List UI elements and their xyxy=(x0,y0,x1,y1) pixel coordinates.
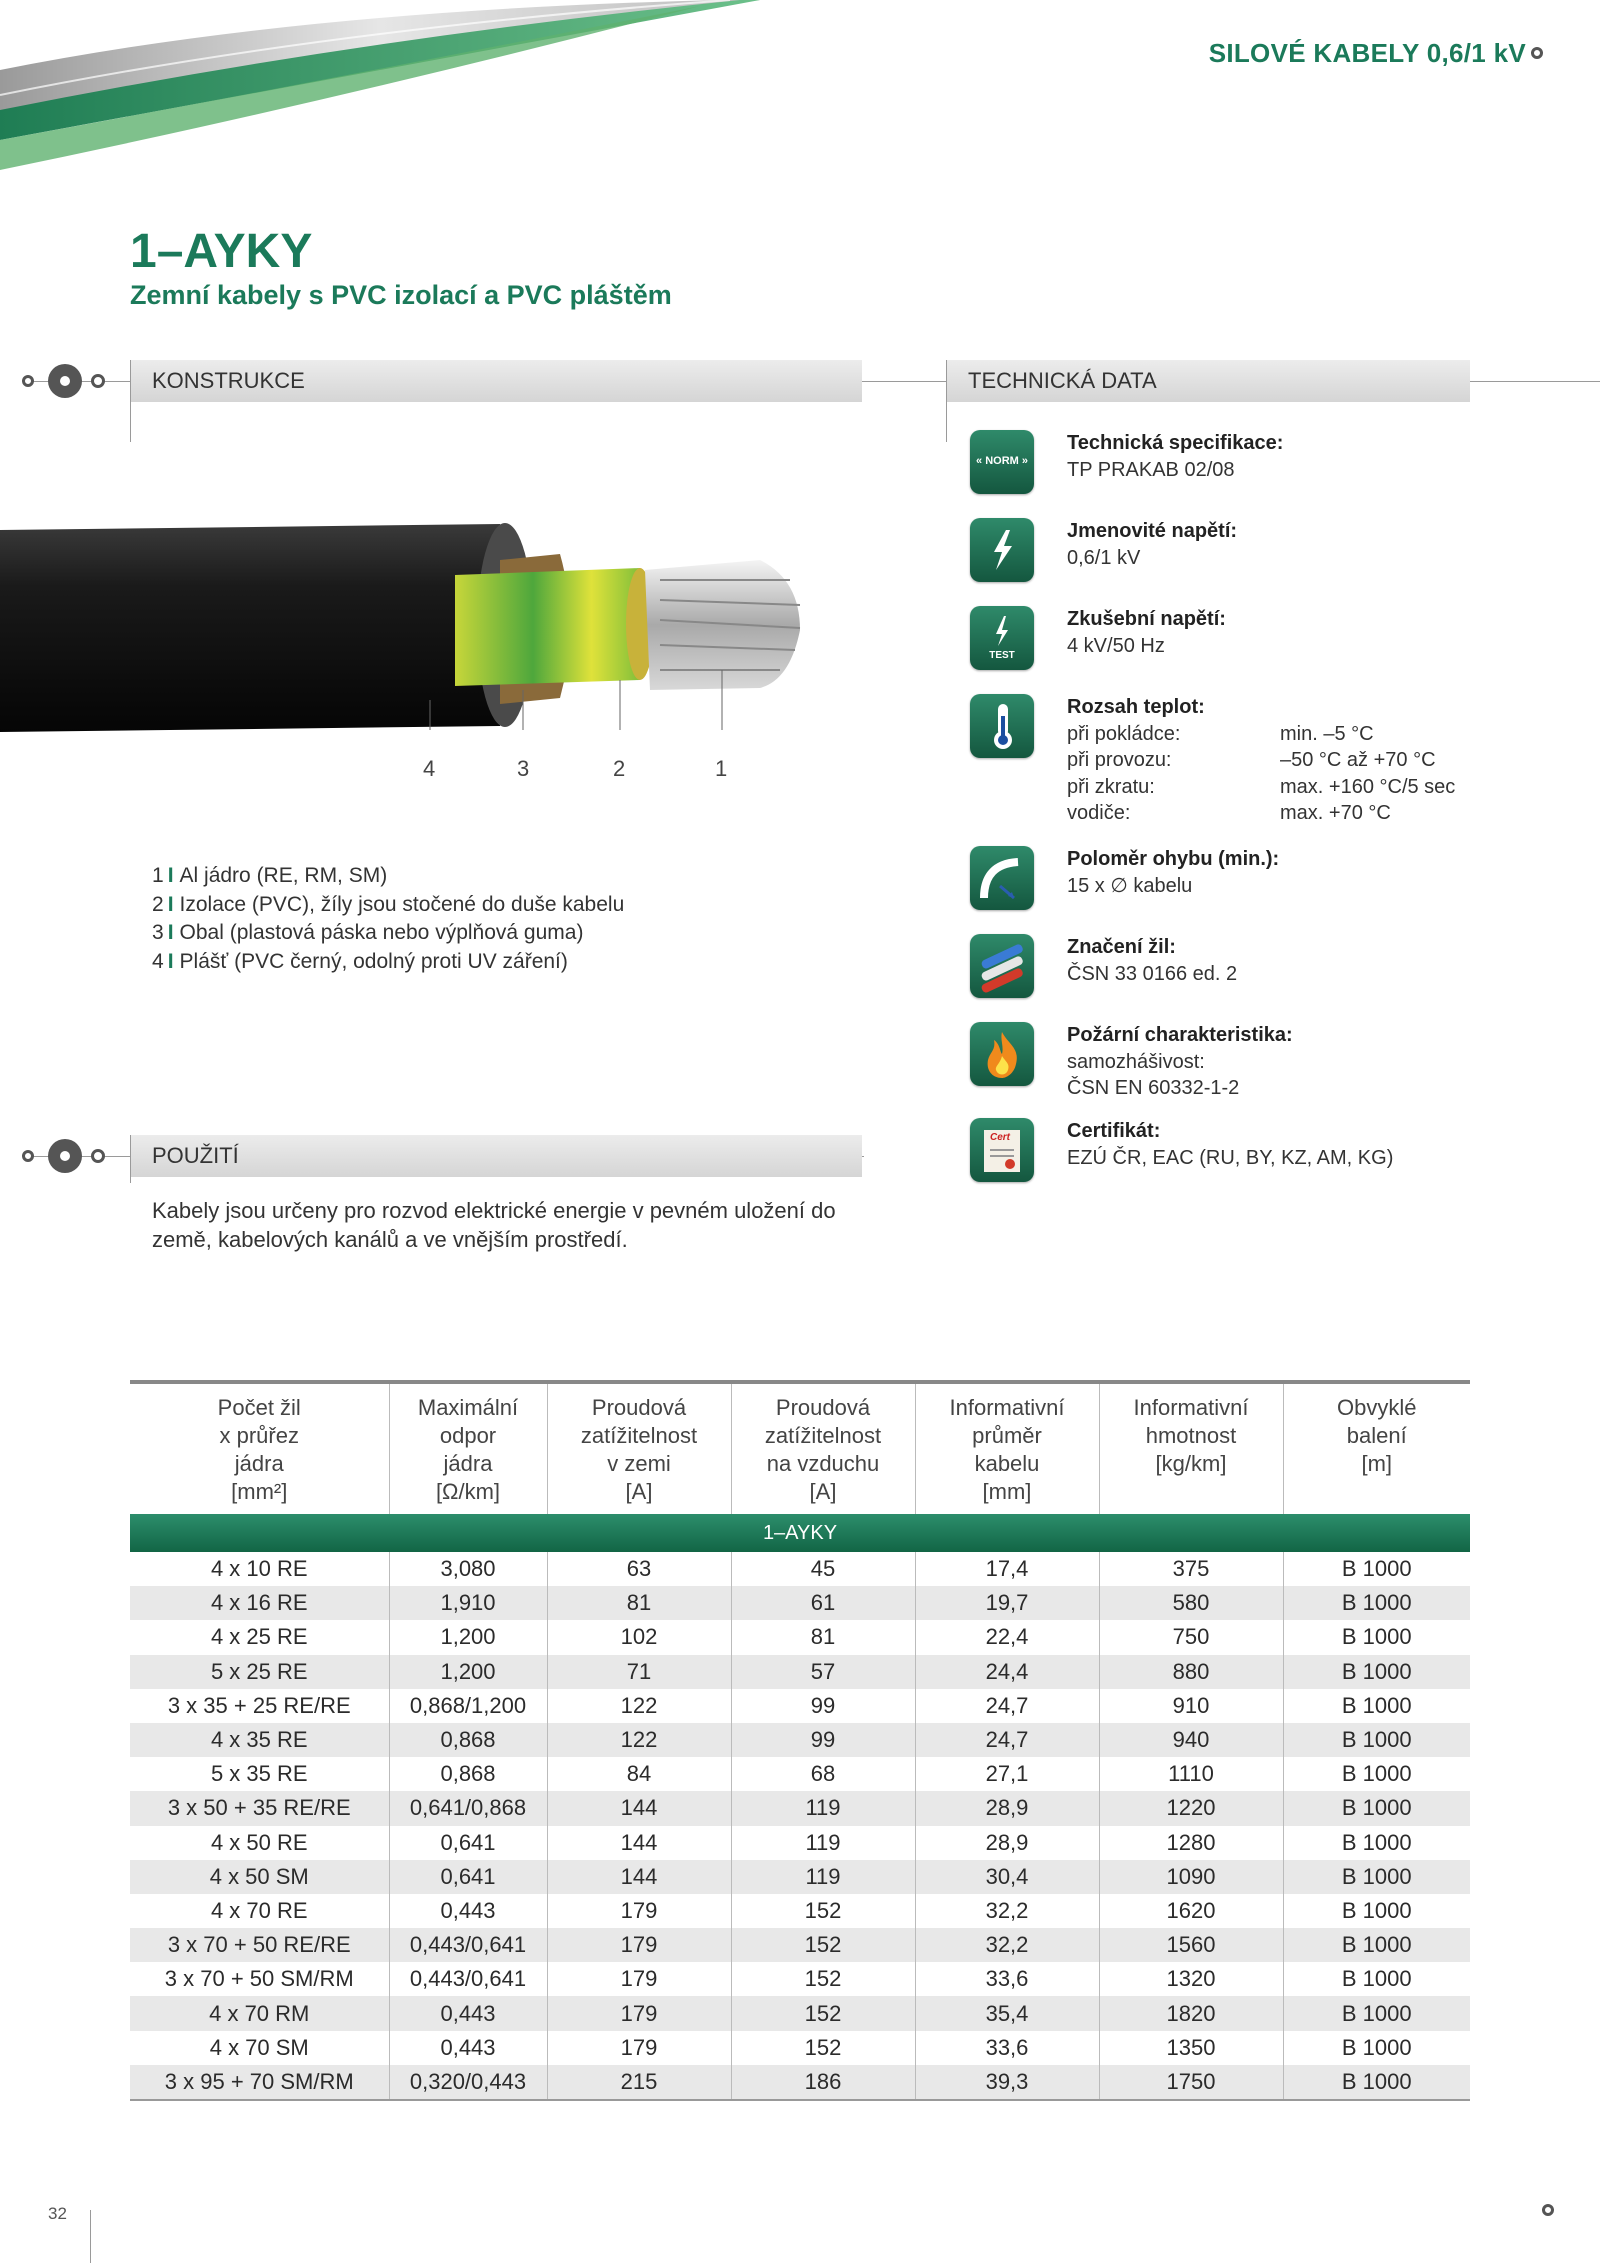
table-cell: 119 xyxy=(731,1791,915,1825)
table-cell: 144 xyxy=(547,1826,731,1860)
table-cell: 152 xyxy=(731,1928,915,1962)
table-row xyxy=(130,1620,1470,1654)
cable-illustration xyxy=(0,520,820,740)
table-cell: B 1000 xyxy=(1283,1791,1470,1825)
table-cell: 179 xyxy=(547,2031,731,2065)
product-title: 1–AYKY xyxy=(130,225,313,278)
cable-data-table xyxy=(130,1380,1470,2101)
table-cell: 1280 xyxy=(1099,1826,1283,1860)
table-cell: 81 xyxy=(731,1620,915,1654)
bullet-right-icon xyxy=(91,374,105,388)
section-bullet-icon xyxy=(48,1139,82,1173)
header-swoosh-graphic xyxy=(0,0,760,180)
test-icon: TEST xyxy=(970,606,1034,670)
column-header: Proudová zatížitelnost v zemi [A] xyxy=(547,1382,731,1514)
construction-legend xyxy=(152,862,624,976)
table-cell: 28,9 xyxy=(915,1826,1099,1860)
page-number: 32 xyxy=(48,2204,67,2223)
callout-3: 3 xyxy=(517,756,530,781)
table-cell: 24,7 xyxy=(915,1689,1099,1723)
bullet-left-icon xyxy=(22,375,34,387)
table-cell: 61 xyxy=(731,1586,915,1620)
tech-voltage: Jmenovité napětí: 0,6/1 kV xyxy=(970,518,1600,598)
table-cell: 152 xyxy=(731,1894,915,1928)
tech-cert: Cert Certifikát: EZÚ ČR, EAC (RU, BY, KZ, AM, KG) xyxy=(970,1118,1600,1198)
table-cell: 24,4 xyxy=(915,1655,1099,1689)
table-row xyxy=(130,1552,1470,1586)
table-cell: 1350 xyxy=(1099,2031,1283,2065)
callout-4: 4 xyxy=(423,756,436,781)
usage-text: Kabely jsou určeny pro rozvod elektrické energie v pevném uložení do země, kabelových kanálů a ve vnějším prostředí. xyxy=(152,1198,836,1252)
bullet-left-icon xyxy=(22,1150,34,1162)
table-cell: B 1000 xyxy=(1283,1552,1470,1586)
legend-item: 2 I Izolace (PVC), žíly jsou stočené do duše kabelu xyxy=(152,892,625,916)
table-row xyxy=(130,1826,1470,1860)
table-cell: 4 x 25 RE xyxy=(210,1624,308,1650)
table-cell: 5 x 35 RE xyxy=(210,1761,308,1787)
callout-1: 1 xyxy=(715,756,728,781)
table-cell: 1,910 xyxy=(389,1586,547,1620)
table-cell: 144 xyxy=(547,1860,731,1894)
section-bullet-icon xyxy=(48,364,82,398)
table-cell: B 1000 xyxy=(1283,2031,1470,2065)
table-cell: 35,4 xyxy=(915,1996,1099,2030)
product-subtitle: Zemní kabely s PVC izolací a PVC pláštěm xyxy=(130,280,672,310)
table-cell: 4 x 35 RE xyxy=(210,1727,308,1753)
table-cell: 28,9 xyxy=(915,1791,1099,1825)
table-cell: 4 x 50 SM xyxy=(209,1863,309,1889)
table-cell: 0,443/0,641 xyxy=(389,1962,547,1996)
table-cell: 152 xyxy=(731,1962,915,1996)
flame-icon xyxy=(970,1022,1034,1086)
tech-fire: Požární charakteristika: samozhášivost: ČSN EN 60332-1-2 xyxy=(970,1022,1600,1122)
legend-item: 3 I Obal (plastová páska nebo výplňová guma) xyxy=(152,921,584,944)
table-row xyxy=(130,2031,1470,2065)
table-cell: B 1000 xyxy=(1283,1996,1470,2030)
table-cell: 3 x 35 + 25 RE/RE xyxy=(167,1692,351,1718)
table-cell: 27,1 xyxy=(915,1757,1099,1791)
table-row xyxy=(130,1791,1470,1825)
table-cell: 84 xyxy=(547,1757,731,1791)
table-row xyxy=(130,1996,1470,2030)
norm-icon: « NORM » xyxy=(970,430,1034,494)
table-cell: 4 x 70 RE xyxy=(210,1897,308,1923)
tech-temperature: Rozsah teplot: při pokládce: min. –5 °C při provozu: –50 °C až +70 °C při zkratu: max. +160 °C/5 sec vodiče: max. +70 °C xyxy=(970,694,1600,824)
column-header: Proudová zatížitelnost na vzduchu [A] xyxy=(731,1382,915,1514)
callout-2: 2 xyxy=(613,756,626,781)
table-cell: 152 xyxy=(731,2031,915,2065)
tech-heading-text: TECHNICKÁ DATA xyxy=(968,368,1157,393)
table-cell: 32,2 xyxy=(915,1928,1099,1962)
table-cell: 179 xyxy=(547,1894,731,1928)
table-cell: 68 xyxy=(731,1757,915,1791)
table-cell: 24,7 xyxy=(915,1723,1099,1757)
table-cell: 19,7 xyxy=(915,1586,1099,1620)
table-cell: 45 xyxy=(731,1552,915,1586)
table-cell: 940 xyxy=(1099,1723,1283,1757)
table-cell: 4 x 50 RE xyxy=(210,1829,308,1855)
table-cell: 99 xyxy=(731,1723,915,1757)
table-cell: 1,200 xyxy=(389,1655,547,1689)
table-header-row xyxy=(130,1382,1470,1514)
table-row xyxy=(130,1757,1470,1791)
table-cell: 81 xyxy=(547,1586,731,1620)
table-cell: 0,443 xyxy=(389,1894,547,1928)
tech-heading xyxy=(946,360,1470,402)
table-row xyxy=(130,1962,1470,1996)
table-cell: 63 xyxy=(547,1552,731,1586)
bullet-right-icon xyxy=(91,1149,105,1163)
table-cell: 3 x 50 + 35 RE/RE xyxy=(167,1795,351,1821)
tech-vline xyxy=(946,360,947,442)
table-cell: B 1000 xyxy=(1283,1757,1470,1791)
table-cell: 0,641 xyxy=(389,1860,547,1894)
table-cell: 122 xyxy=(547,1723,731,1757)
table-cell: B 1000 xyxy=(1283,1928,1470,1962)
table-cell: 0,320/0,443 xyxy=(389,2065,547,2100)
table-cell: 1220 xyxy=(1099,1791,1283,1825)
header-dot-icon xyxy=(1531,47,1543,59)
table-cell: 0,443 xyxy=(389,2031,547,2065)
table-row xyxy=(130,1723,1470,1757)
table-cell: B 1000 xyxy=(1283,1586,1470,1620)
table-cell: 1820 xyxy=(1099,1996,1283,2030)
table-cell: 1,200 xyxy=(389,1620,547,1654)
table-cell: 1320 xyxy=(1099,1962,1283,1996)
column-header: Informativní hmotnost [kg/km] xyxy=(1099,1382,1283,1514)
temp-row: při provozu: –50 °C až +70 °C xyxy=(1067,749,1436,771)
table-cell: 0,641/0,868 xyxy=(389,1791,547,1825)
table-cell: 119 xyxy=(731,1860,915,1894)
tech-marking: Značení žil: ČSN 33 0166 ed. 2 xyxy=(970,934,1600,1014)
table-cell: 99 xyxy=(731,1689,915,1723)
table-cell: 17,4 xyxy=(915,1552,1099,1586)
table-row xyxy=(130,1928,1470,1962)
table-cell: 33,6 xyxy=(915,1962,1099,1996)
usage-heading xyxy=(130,1135,862,1177)
table-cell: 39,3 xyxy=(915,2065,1099,2100)
table-cell: B 1000 xyxy=(1283,1689,1470,1723)
table-cell: 1560 xyxy=(1099,1928,1283,1962)
table-cell: 0,868 xyxy=(389,1757,547,1791)
legend-item: 1 I Al jádro (RE, RM, SM) xyxy=(152,864,388,887)
footer-vline xyxy=(90,2210,91,2263)
konstrukce-vline xyxy=(130,360,131,442)
table-cell: 1110 xyxy=(1099,1757,1283,1791)
table-cell: 1090 xyxy=(1099,1860,1283,1894)
table-cell: 3 x 70 + 50 RE/RE xyxy=(167,1932,351,1958)
table-cell: 33,6 xyxy=(915,2031,1099,2065)
table-cell: 1620 xyxy=(1099,1894,1283,1928)
table-cell: B 1000 xyxy=(1283,1962,1470,1996)
table-cell: B 1000 xyxy=(1283,1826,1470,1860)
table-cell: 3 x 95 + 70 SM/RM xyxy=(130,2065,389,2100)
table-cell: 4 x 16 RE xyxy=(210,1590,308,1616)
table-cell: B 1000 xyxy=(1283,1860,1470,1894)
table-cell: 119 xyxy=(731,1826,915,1860)
table-cell: B 1000 xyxy=(1283,1723,1470,1757)
konstrukce-heading-text: KONSTRUKCE xyxy=(152,368,305,393)
table-cell: 750 xyxy=(1099,1620,1283,1654)
group-label: 1–AYKY xyxy=(130,1514,1470,1552)
table-cell: 22,4 xyxy=(915,1620,1099,1654)
table-cell: 375 xyxy=(1099,1552,1283,1586)
table-cell: 580 xyxy=(1099,1586,1283,1620)
temp-row: při zkratu: max. +160 °C/5 sec xyxy=(1067,775,1456,798)
table-cell: 3,080 xyxy=(389,1552,547,1586)
table-row xyxy=(130,1689,1470,1723)
table-row xyxy=(130,1894,1470,1928)
table-cell: B 1000 xyxy=(1283,1620,1470,1654)
thermometer-icon xyxy=(970,694,1034,758)
table-cell: 102 xyxy=(547,1620,731,1654)
table-cell: 179 xyxy=(547,1962,731,1996)
table-cell: B 1000 xyxy=(1283,2065,1470,2100)
temp-row: při pokládce: min. –5 °C xyxy=(1067,722,1374,745)
table-row xyxy=(130,1586,1470,1620)
column-header: Maximální odpor jádra [Ω/km] xyxy=(389,1382,547,1514)
table-cell: 0,443 xyxy=(389,1996,547,2030)
table-cell: 152 xyxy=(731,1996,915,2030)
konstrukce-heading xyxy=(130,360,862,402)
table-cell: 0,641 xyxy=(389,1826,547,1860)
legend-item: 4 I Plášť (PVC černý, odolný proti UV záření) xyxy=(152,949,568,973)
table-cell: 880 xyxy=(1099,1655,1283,1689)
section-title: SILOVÉ KABELY 0,6/1 kV xyxy=(1208,38,1526,68)
table-cell: 0,868 xyxy=(389,1723,547,1757)
table-cell: 5 x 25 RE xyxy=(210,1658,308,1684)
column-header: Počet žil x průřez jádra [mm²] xyxy=(217,1395,301,1504)
table-cell: 3 x 70 + 50 SM/RM xyxy=(164,1966,354,1992)
temp-row: vodiče: max. +70 °C xyxy=(1067,802,1391,824)
tech-bend: Poloměr ohybu (min.): 15 x ∅ kabelu xyxy=(970,846,1600,926)
table-cell: 144 xyxy=(547,1791,731,1825)
table-cell: 179 xyxy=(547,1996,731,2030)
table-row xyxy=(130,1860,1470,1894)
column-header: Informativní průměr kabelu [mm] xyxy=(915,1382,1099,1514)
table-cell: 0,443/0,641 xyxy=(389,1928,547,1962)
usage-heading-text: POUŽITÍ xyxy=(152,1143,239,1168)
table-cell: 4 x 10 RE xyxy=(210,1556,308,1582)
table-cell: 30,4 xyxy=(915,1860,1099,1894)
tech-spec: « NORM » Technická specifikace: TP PRAKAB 02/08 xyxy=(970,430,1600,510)
table-row xyxy=(130,2065,1470,2100)
usage-vline xyxy=(130,1135,131,1183)
table-cell: 910 xyxy=(1099,1689,1283,1723)
table-group-row xyxy=(130,1514,1470,1552)
footer-dot-icon xyxy=(1542,2204,1554,2216)
table-cell: 4 x 70 SM xyxy=(209,2034,309,2060)
bend-radius-icon xyxy=(970,846,1034,910)
table-cell: B 1000 xyxy=(1283,1655,1470,1689)
colored-wires-icon xyxy=(970,934,1034,998)
table-cell: 32,2 xyxy=(915,1894,1099,1928)
table-cell: 122 xyxy=(547,1689,731,1723)
certificate-icon: Cert xyxy=(970,1118,1034,1182)
table-cell: B 1000 xyxy=(1283,1894,1470,1928)
table-cell: 1750 xyxy=(1099,2065,1283,2100)
lightning-icon xyxy=(970,518,1034,582)
table-cell: 57 xyxy=(731,1655,915,1689)
table-cell: 0,868/1,200 xyxy=(389,1689,547,1723)
column-header: Obvyklé balení [m] xyxy=(1283,1382,1470,1514)
table-cell: 71 xyxy=(547,1655,731,1689)
table-cell: 4 x 70 RM xyxy=(209,2000,310,2026)
tech-test-voltage: TEST Zkušební napětí: 4 kV/50 Hz xyxy=(970,606,1600,686)
table-row xyxy=(130,1655,1470,1689)
table-cell: 186 xyxy=(731,2065,915,2100)
table-cell: 215 xyxy=(547,2065,731,2100)
table-cell: 179 xyxy=(547,1928,731,1962)
